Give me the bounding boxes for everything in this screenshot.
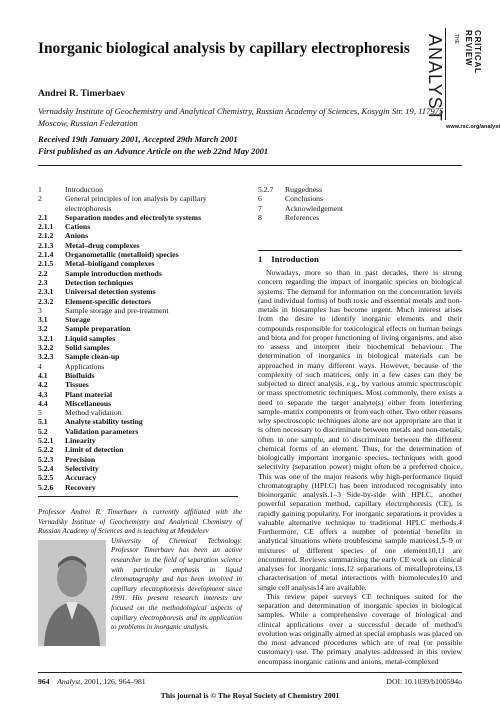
toc-number: 2.2 [38, 268, 48, 278]
toc-number: 5.2.7 [258, 185, 274, 194]
toc-entry[interactable] [38, 241, 238, 250]
toc-title: Sample clean-up [65, 352, 120, 362]
toc-title: Solid samples [65, 343, 110, 353]
paragraph: This review paper surveys CE techniques suited for the separation and determination of inorganic species in biological samples. While a comprehensive coverage of biological and clinical applications over a successful decade of method's evolution was originally aimed at special emphasis was placed on the most advanced procedures which are of real (or possible customary) use. The primary analytes addressed in this review encompass inorganic cations and anions, metal-complexed [258, 591, 462, 666]
toc-title: Selectivity [65, 463, 99, 473]
paragraph: Nowadays, more so than in past decades, there is strong concern regarding the impact of inorganic species on biological systems. The demand for information on the concentration levels (and individual forms) of both toxic and essential metals and non-metals in biosamples has become urgent. Much interest arises from the desire to identify inorganic elements and their compounds responsible for toxicological effects on human beings and biota and for proper functioning of living organisms, and also to assess and interpret their biochemical behaviour. The determination of inorganics in biological materials can be approached in many different ways. However, because of the complexity of such matrices, only in a few cases can they be subjected to direct analysis, e.g., by various atomic spectroscopic or mass spectrometric techniques. Most commonly, there exists a need to separate the target analyte(s) either from interfering sample–matrix components or from each other. Two other reasons why spectroscopic techniques alone are not appropriate are that it is often necessary to discriminate between metals and non-metals, often in one sample, and to discriminate between the different chemical forms of an element. Thus, for the determination of biologically important inorganic species, techniques with good selectivity (separation power) might often be a preferred choice. This was one of the major reasons why high-performance liquid chromatography (HPLC) has been introduced recognisably into bioinorganic analysis.1–3 Side-by-side with HPLC, another powerful separation method, capillary electrophoresis (CE), is rapidly gaining popularity. For inorganic separations it provides a valuable alternative technique to traditional HPLC methods.4 Furthermore, CE offers a number of potential benefits in analytical situations where troublesome sample matrices1,5–9 or mixtures of different species of one element10,11 are encountered. Reviews summarising the early CE work on clinical analyses for inorganic ions,12 separations of metalloproteins,13 characterisation of metal interactions with biomolecules10 and single cell analysis14 are available. [258, 268, 462, 592]
toc-title: Element-specific detectors [65, 296, 152, 306]
toc-title: Storage [65, 315, 91, 325]
author-affiliation: Vernadsky Institute of Geochemistry and Analytical Chemistry, Russian Academy of Sciences, Kosygin Str. 19, 117975 Moscow, Russian Federation [38, 106, 444, 128]
toc-number: 2.1.2 [38, 231, 54, 241]
header-divider [38, 165, 462, 166]
toc-number: 2.1 [38, 212, 48, 222]
toc-number: 5 [38, 408, 42, 418]
doi[interactable]: DOI: 10.1039/b100594o [386, 677, 462, 686]
table-of-contents-left [38, 185, 238, 492]
toc-entry[interactable] [38, 278, 238, 287]
author-name: Andrei R. Timerbaev [38, 88, 126, 99]
toc-entry[interactable] [258, 213, 458, 222]
biography-intro: Professor Andrei R. Timerbaev is currently affiliated with the Vernadsky Institute of Geochemistry and Analytical Chemistry of Russian Academy of Sciences and is teaching at Mendeleev [38, 508, 242, 536]
toc-title: Sample preparation [65, 324, 131, 334]
toc-number: 3.2.1 [38, 333, 54, 343]
toc-title: Biofluids [65, 370, 95, 380]
toc-entry[interactable] [38, 436, 238, 445]
toc-number: 7 [258, 203, 262, 213]
toc-entry[interactable] [38, 417, 238, 426]
toc-divider [38, 496, 238, 497]
toc-title: Recovery [65, 482, 96, 492]
toc-number: 2 [38, 194, 42, 204]
toc-number: 2.3.1 [38, 287, 54, 297]
toc-number: 8 [258, 212, 262, 222]
introduction-body [258, 268, 462, 666]
toc-title: General principles of ion analysis by capillary electrophoresis [65, 194, 207, 213]
toc-title: Liquid samples [65, 333, 116, 343]
toc-number: 3.1 [38, 315, 48, 325]
toc-number: 6 [258, 194, 262, 204]
toc-number: 5.2.5 [38, 473, 54, 483]
toc-entry[interactable] [38, 306, 238, 315]
toc-title: Plant material [65, 389, 113, 399]
toc-title: References [285, 212, 320, 222]
toc-number: 5.2 [38, 426, 48, 436]
toc-title: Sample introduction methods [65, 268, 162, 278]
toc-entry[interactable] [38, 445, 238, 454]
toc-number: 2.3 [38, 277, 48, 287]
toc-number: 5.2.3 [38, 454, 54, 464]
toc-title: Metal–drug complexes [65, 240, 140, 250]
publication-dates [38, 134, 448, 157]
toc-title: Applications [65, 361, 105, 371]
toc-title: Organometallic (metalloid) species [65, 250, 179, 260]
toc-number: 5.2.2 [38, 445, 54, 455]
toc-title: Introduction [65, 185, 104, 194]
toc-entry[interactable] [38, 194, 238, 213]
toc-entry[interactable] [38, 334, 238, 343]
toc-entry[interactable] [38, 259, 238, 268]
article-title: Inorganic biological analysis by capillary electrophoresis [38, 40, 410, 57]
toc-number: 2.1.3 [38, 240, 54, 250]
toc-entry[interactable] [38, 297, 238, 306]
toc-title: Miscellaneous [65, 398, 112, 408]
intro-divider [258, 250, 462, 251]
toc-entry[interactable] [38, 250, 238, 259]
toc-number: 5.2.1 [38, 436, 54, 446]
author-biography [38, 508, 242, 646]
toc-entry[interactable] [258, 204, 458, 213]
toc-entry[interactable] [38, 222, 238, 231]
toc-entry[interactable] [38, 390, 238, 399]
toc-entry[interactable] [38, 408, 238, 417]
received-date: Received 19th January 2001, Accepted 29th March 2001 [38, 134, 238, 144]
toc-number: 2.1.4 [38, 250, 54, 260]
toc-entry[interactable] [38, 287, 238, 296]
toc-entry[interactable] [38, 315, 238, 324]
toc-entry[interactable] [38, 362, 238, 371]
toc-number: 5.1 [38, 417, 48, 427]
toc-title: Sample storage and pre-treatment [65, 305, 169, 315]
toc-entry[interactable] [38, 399, 238, 408]
author-photo [38, 540, 106, 646]
toc-entry[interactable] [38, 455, 238, 464]
toc-entry[interactable] [38, 352, 238, 361]
toc-title: Precision [65, 454, 96, 464]
toc-entry[interactable] [38, 231, 238, 240]
footer-divider [38, 672, 462, 673]
toc-number: 4.2 [38, 380, 48, 390]
toc-title: Tissues [65, 380, 89, 390]
toc-title: Limit of detection [65, 445, 124, 455]
biography-text: University of Chemical Technology. Professor Timerbaev has been an active researcher in the field of separation science with particular emphasis in liquid chromatography and has been involved in capillary electrophoresis development since 1991. His present research interests are focused on the methodological aspects of capillary electrophoresis and its application to problems in inorganic analysis. [111, 536, 242, 632]
toc-number: 4.4 [38, 398, 48, 408]
toc-title: Cations [65, 222, 91, 232]
journal-logo-small: THE [453, 34, 459, 44]
toc-number: 5.2.6 [38, 482, 54, 492]
toc-entry[interactable] [38, 464, 238, 473]
toc-title: Acknowledgement [285, 203, 344, 213]
toc-number: 4.3 [38, 389, 48, 399]
toc-entry[interactable] [38, 483, 238, 492]
toc-entry[interactable] [38, 185, 238, 194]
toc-title: Linearity [65, 436, 96, 446]
toc-number: 4.1 [38, 370, 48, 380]
page-number: 964 [38, 677, 50, 686]
toc-title: Ruggedness [285, 185, 323, 194]
toc-number: 3.2.2 [38, 343, 54, 353]
toc-title: Accuracy [65, 473, 97, 483]
journal-logo [425, 34, 466, 122]
toc-number: 3.2.3 [38, 352, 54, 362]
toc-number: 3 [38, 305, 42, 315]
toc-entry[interactable] [258, 185, 458, 194]
toc-title: Separation modes and electrolyte systems [65, 212, 202, 222]
toc-entry[interactable] [38, 324, 238, 333]
portrait-graphic [38, 540, 106, 646]
article-type-label: CRITICAL REVIEW [464, 30, 482, 74]
toc-number: 2.1.1 [38, 222, 54, 232]
toc-title: Validation parameters [65, 426, 139, 436]
journal-name: Analyst, [57, 677, 83, 686]
toc-title: Conclusions [285, 194, 324, 204]
copyright-notice: This journal is © The Royal Society of Chemistry 2001 [160, 691, 340, 700]
page-citation [38, 677, 146, 686]
toc-entry[interactable] [38, 473, 238, 482]
toc-number: 3.2 [38, 324, 48, 334]
section-heading: 1 Introduction [258, 254, 319, 264]
toc-entry[interactable] [38, 269, 238, 278]
toc-title: Metal–bioligand complexes [65, 259, 155, 269]
toc-entry[interactable] [38, 380, 238, 389]
toc-title: Anions [65, 231, 89, 241]
journal-logo-text: ANALYST [425, 34, 445, 122]
toc-number: 2.1.5 [38, 259, 54, 269]
toc-title: Method validation [65, 408, 122, 418]
toc-entry[interactable] [38, 427, 238, 436]
toc-title: Universal detection systems [65, 287, 156, 297]
toc-number: 1 [38, 185, 42, 194]
toc-title: Analyte stability testing [65, 417, 143, 427]
published-date: First published as an Advance Article on the web 22nd May 2001 [38, 145, 269, 156]
toc-entry[interactable] [38, 343, 238, 352]
toc-entry[interactable] [38, 371, 238, 380]
toc-title: Detection techniques [65, 277, 134, 287]
toc-number: 5.2.4 [38, 463, 54, 473]
toc-entry[interactable] [38, 213, 238, 222]
toc-number: 2.3.2 [38, 296, 54, 306]
toc-entry[interactable] [258, 194, 458, 203]
citation-details: 2001, 126, 964–981 [84, 677, 146, 686]
journal-url[interactable]: www.rsc.org/analyst [446, 124, 500, 130]
table-of-contents-right [258, 185, 458, 222]
toc-number: 4 [38, 361, 42, 371]
